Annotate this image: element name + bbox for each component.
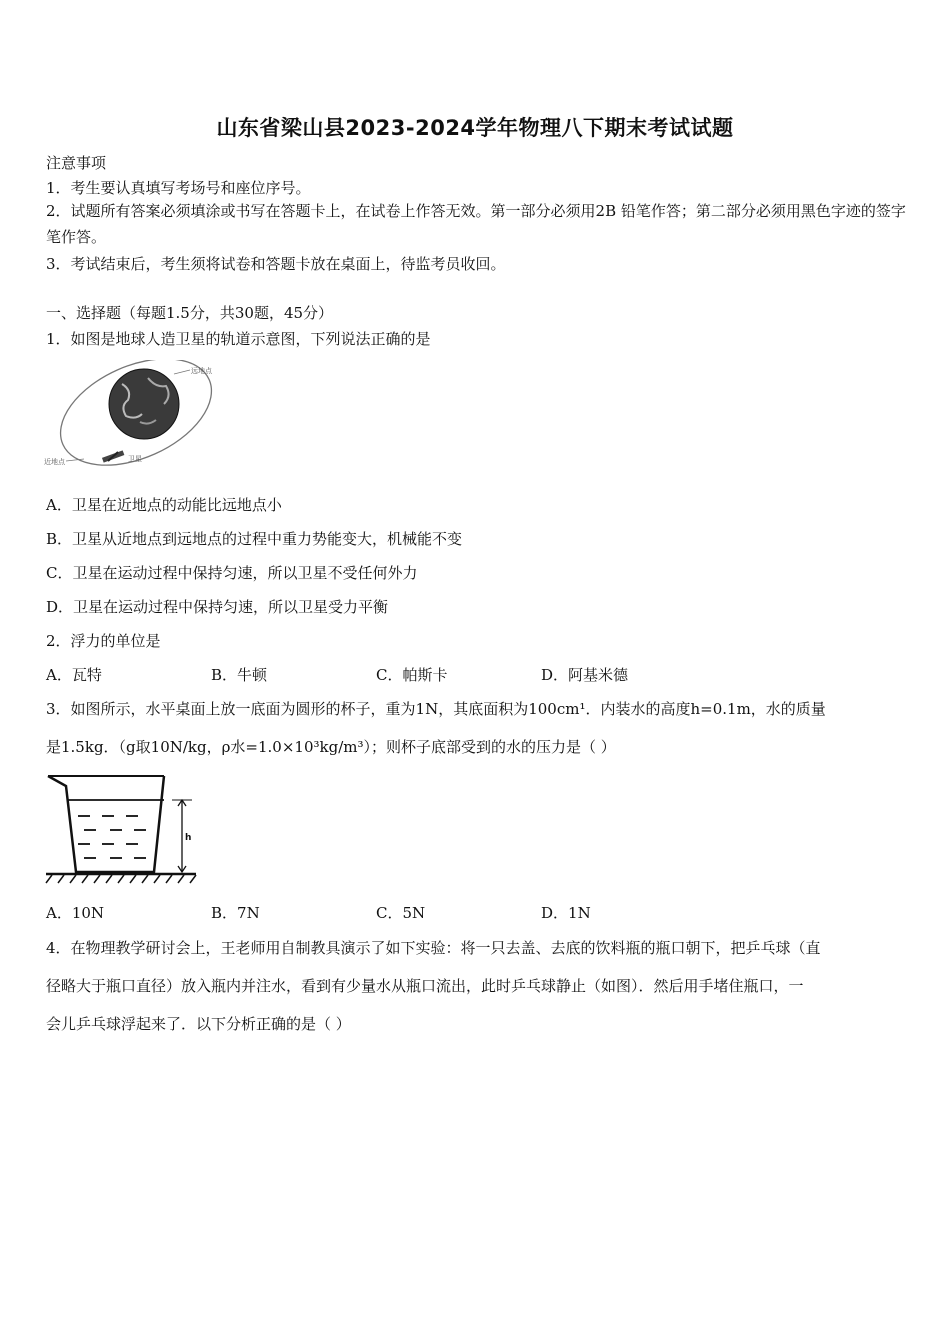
earth-circle [109,369,179,439]
far-point-label: 远地点 [191,367,212,375]
q2-option-d: D．阿基米德 [541,666,629,684]
section-heading: 一、选择题（每题1.5分，共30题，45分） [46,304,334,322]
notice-item-3: 3．考试结束后，考生须将试卷和答题卡放在桌面上，待监考员收回。 [46,255,506,273]
q3-option-a: A．10N [46,904,105,922]
q1-stem: 1．如图是地球人造卫星的轨道示意图，下列说法正确的是 [46,330,431,348]
q4-line3: 会儿乒乓球浮起来了．以下分析正确的是（ ） [46,1015,351,1033]
notice-heading: 注意事项 [46,154,107,172]
q2-option-a: A．瓦特 [46,666,102,684]
cup-figure [44,772,200,888]
q1-option-a: A．卫星在近地点的动能比远地点小 [46,496,282,514]
q3-option-c: C．5N [376,904,426,922]
cup-outline [48,776,164,872]
q1-option-d: D．卫星在运动过程中保持匀速，所以卫星受力平衡 [46,598,389,616]
notice-item-1: 1．考生要认真填写考场号和座位序号。 [46,179,311,197]
satellite-label: 卫星 [128,455,142,463]
near-point-label: 近地点 [44,458,65,466]
notice-item-2: 2．试题所有答案必须填涂或书写在答题卡上，在试卷上作答无效。第一部分必须用2B 铅笔作答；第二部分必须用黑色字迹的签字笔作答。 [46,202,906,246]
q3-option-b: B．7N [211,904,260,922]
q1-option-c: C．卫星在运动过程中保持匀速，所以卫星不受任何外力 [46,564,418,582]
satellite-orbit-figure [44,360,224,472]
q4-line1: 4．在物理教学研讨会上，王老师用自制教具演示了如下实验：将一只去盖、去底的饮料瓶的瓶口朝下，把乒乓球（直 [46,939,821,957]
q4-line2: 径略大于瓶口直径）放入瓶内并注水，看到有少量水从瓶口流出，此时乒乓球静止（如图）．然后用手堵住瓶口，一 [46,977,804,995]
water-dashes [78,816,146,858]
q3-option-d: D．1N [541,904,591,922]
exam-title: 山东省梁山县2023-2024学年物理八下期末考试试题 [216,116,734,140]
q3-stem-line1: 3．如图所示，水平桌面上放一底面为圆形的杯子，重为1N，其底面积为100cm¹．内装水的高度h=0.1m，水的质量 [46,700,826,718]
q1-option-b: B．卫星从近地点到远地点的过程中重力势能变大，机械能不变 [46,530,463,548]
height-label: h [185,833,192,843]
q2-option-b: B．牛顿 [211,666,268,684]
q2-stem: 2．浮力的单位是 [46,632,161,650]
q3-stem-line2: 是1.5kg．（g取10N/kg，ρ水=1.0×10³kg/m³）；则杯子底部受到的水的压力是（ ） [46,738,616,756]
q2-option-c: C．帕斯卡 [376,666,448,684]
